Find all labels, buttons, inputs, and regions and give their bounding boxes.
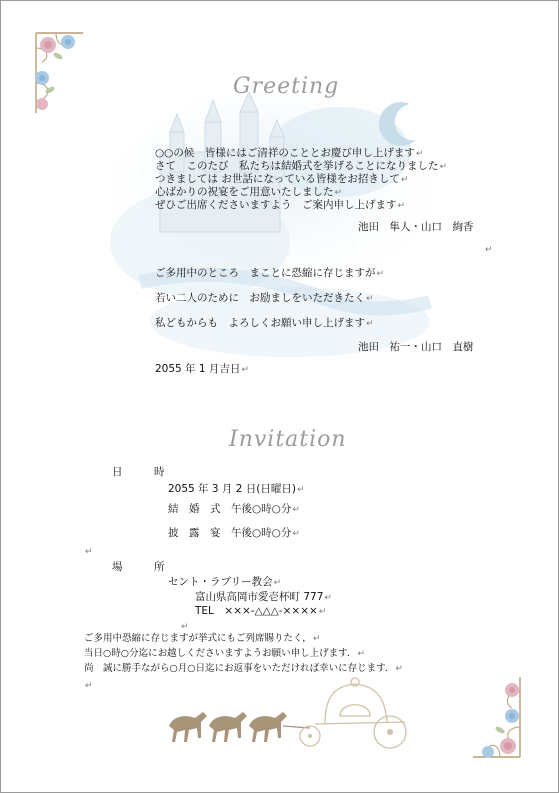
return-mark: ↵ — [85, 681, 93, 691]
return-mark: ↵ — [181, 622, 189, 632]
greeting-line: 若い二人のために お励ましをいただきたく↵ — [155, 292, 374, 304]
venue-label: 場 所 — [112, 561, 165, 573]
return-mark: ↵ — [485, 245, 493, 255]
note-line: 当日○時○分迄にお越しくださいますようお願い申し上げます．↵ — [84, 648, 365, 659]
return-mark: ↵ — [85, 547, 93, 557]
floral-corner-icon — [28, 28, 88, 118]
greeting-line: ○○の候 皆様にはご清祥のこととお慶び申し上げます↵ — [155, 147, 424, 159]
signature-parents: 池田 祐一・山口 直樹 — [358, 341, 474, 353]
floral-corner-icon — [468, 672, 528, 762]
greeting-date: 2055 年 1 月吉日↵ — [155, 363, 249, 375]
greeting-line: ご多用中のところ まことに恐縮に存じますが↵ — [155, 267, 385, 279]
signature-couple: 池田 隼人・山口 絢香 — [358, 221, 474, 233]
note-line: 尚 誠に勝手ながら○月○日迄にお返事をいただければ幸いに存じます．↵ — [84, 663, 403, 674]
greeting-heading: Greeting — [233, 74, 340, 99]
ceremony-time: 結 婚 式 午後○時○分↵ — [168, 503, 300, 515]
invitation-heading: Invitation — [229, 427, 347, 452]
note-line: ご多用中恐縮に存じますが挙式にもご列席賜りたく，↵ — [84, 633, 321, 644]
event-date: 2055 年 3 月 2 日(日曜日)↵ — [168, 483, 305, 495]
greeting-line: ぜひご出席くださいますよう ご案内申し上げます↵ — [155, 199, 406, 211]
venue-name: セント・ラブリー教会↵ — [168, 576, 282, 588]
reception-time: 披 露 宴 午後○時○分↵ — [168, 527, 300, 539]
greeting-line: 心ばかりの祝宴をご用意いたしました↵ — [155, 186, 343, 198]
greeting-line: さて このたび 私たちは結婚式を挙げることになりました↵ — [155, 160, 448, 172]
horse-carriage-icon — [165, 676, 425, 756]
venue-tel: TEL ×××-△△△-××××↵ — [195, 605, 327, 617]
greeting-line: つきましては お世話になっている皆様をお招きして↵ — [155, 173, 409, 185]
datetime-label: 日 時 — [112, 466, 165, 478]
venue-address: 富山県高岡市愛壱杯町 777↵ — [195, 591, 332, 603]
greeting-line: 私どもからも よろしくお願い申し上げます↵ — [155, 317, 374, 329]
